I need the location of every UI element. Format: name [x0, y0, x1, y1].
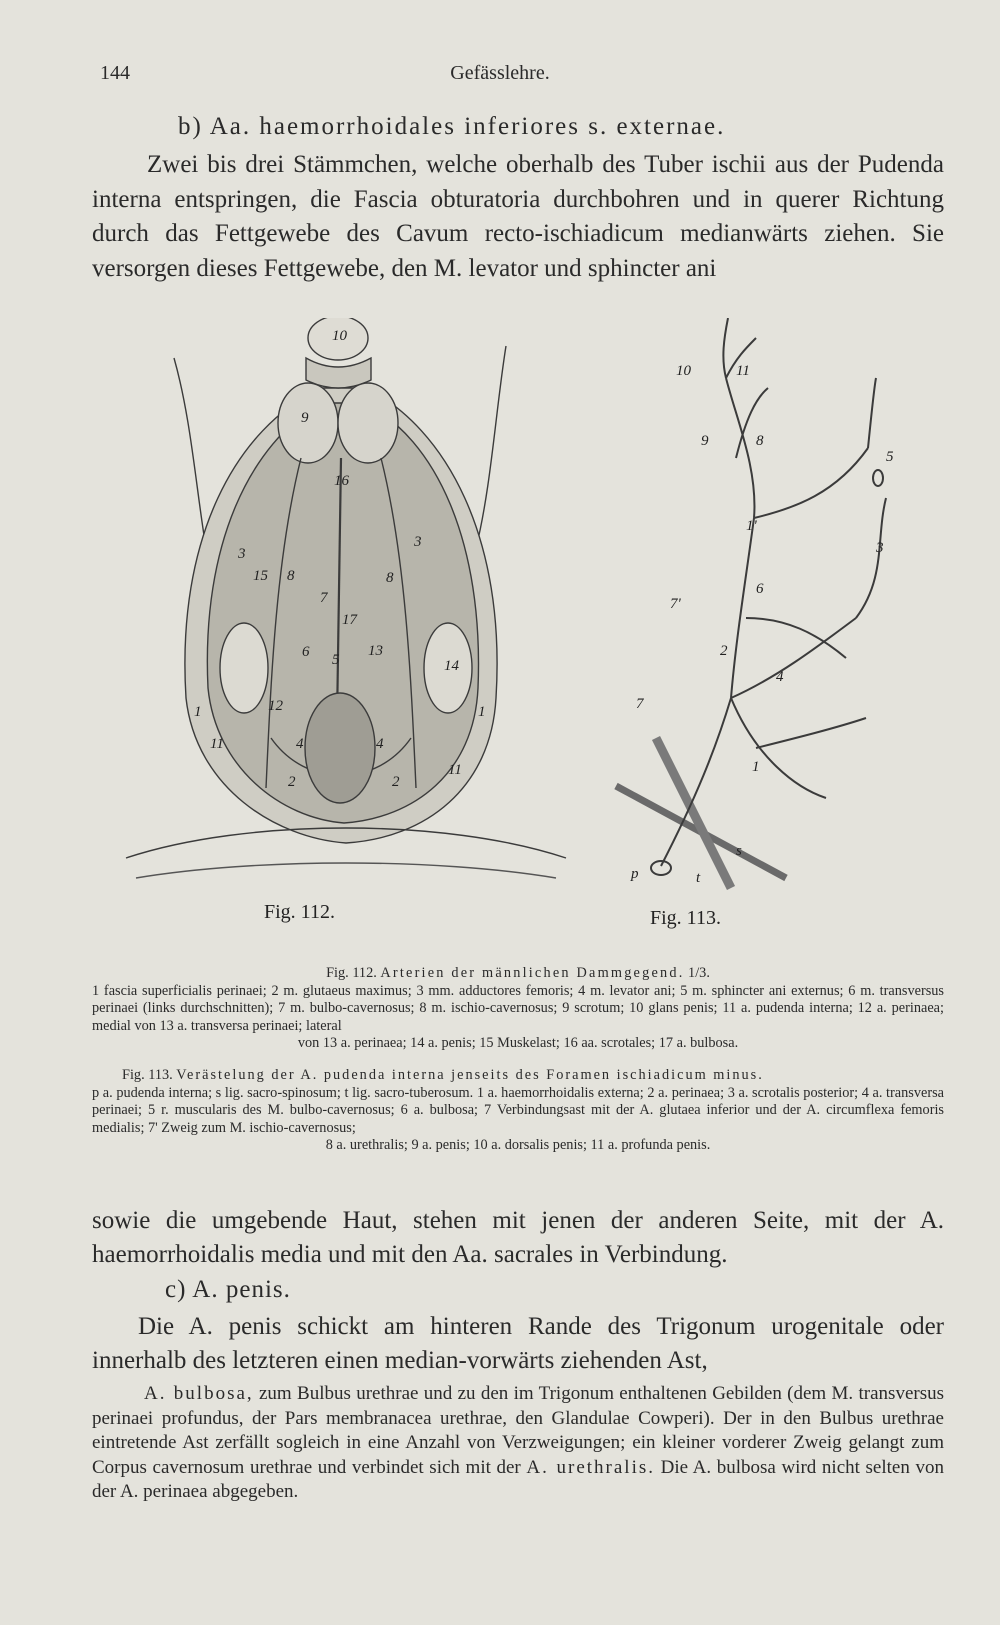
fig112-title: Arterien der männlichen Dammgegend. — [380, 965, 685, 981]
fig112-number: 13 — [368, 643, 383, 659]
fig112-number: 2 — [288, 774, 296, 790]
fig112-number: 11 — [448, 762, 462, 778]
paragraph-1: Zwei bis drei Stämmchen, welche oberhalb des Tuber ischii aus der Pudenda interna entspringen, die Fascia obturatoria durchbohren und in querer Richtung durch das Fettgewebe des Cavum recto-ischiadicum medianwärts ziehen. Sie versorgen dieses Fettgewebe, den M. levator und sphincter ani — [92, 151, 944, 282]
fig112-legend: 1 fascia superficialis perinaei; 2 m. glutaeus maximus; 3 mm. adductores femoris; 4 m. levator ani; 5 m. sphincter ani externus; 6 m. transversus perinaei (links durchschnitten); 7 m. bulbo-cavernosus; 8 m. ischio-cavernosus; 9 scrotum; 10 glans penis; 11 a. pudenda interna; 12 a. perinaea; medial von 13 a. transversa perinaei; lateral — [92, 982, 944, 1034]
paragraph-2: sowie die umgebende Haut, stehen mit jenen der anderen Seite, mit der A. haemorrhoidalis media und mit den Aa. sacrales in Verbindung. — [92, 1207, 944, 1268]
fig112-number: 3 — [414, 534, 422, 550]
fig113-number: 11 — [736, 363, 750, 379]
term-a-urethralis: A. urethralis. — [526, 1456, 655, 1478]
section-heading-b: b) Aa. haemorrhoidales inferiores s. externae. — [178, 113, 726, 140]
paragraph-4-tail: Die A. bulbosa wird nicht selten von der A. perinaea abgegeben. — [92, 1456, 944, 1502]
section-heading-c: c) A. penis. — [165, 1276, 291, 1303]
fig112-number: 11 — [210, 736, 224, 752]
fig112-number: 9 — [301, 410, 309, 426]
fig112-number: 16 — [334, 473, 349, 489]
fig112-number: 7 — [320, 590, 328, 606]
fig113-number: 8 — [756, 433, 764, 449]
fig113-number: p — [631, 866, 639, 882]
fig113-legend: p a. pudenda interna; s lig. sacro-spinosum; t lig. sacro-tuberosum. 1 a. haemorrhoidalis externa; 2 a. perinaea; 3 a. scrotalis posterior; 4 a. transversa perinaei; 5 r. muscularis des M. bulbo-cavernosus; 6 a. bulbosa; 7 Verbindungsast mit der A. glutaea inferior und der A. circumflexa femoris medialis; 7' Zweig zum M. ischio-cavernosus; — [92, 1084, 944, 1136]
fig112-number: 4 — [376, 736, 384, 752]
fig112-number: 8 — [386, 570, 394, 586]
figure-113-numbers — [630, 363, 894, 886]
fig112-number: 2 — [392, 774, 400, 790]
fig113-number: 9 — [701, 433, 709, 449]
fig112-number: 10 — [332, 328, 347, 344]
fig112-prefix: Fig. 112. — [326, 965, 377, 981]
fig113-number: 7' — [670, 596, 681, 612]
page-number: 144 — [100, 62, 130, 84]
fig112-legend-cont: von 13 a. perinaea; 14 a. penis; 15 Muskelast; 16 aa. scrotales; 17 a. bulbosa. — [297, 1035, 739, 1052]
fig112-number: 12 — [268, 698, 283, 714]
fig113-number: 2 — [720, 643, 728, 659]
fig113-number: 1' — [746, 518, 757, 534]
fig112-caption-title — [92, 965, 944, 983]
fig113-caption — [92, 1067, 944, 1085]
fig113-number: 5 — [886, 449, 894, 465]
figure-caption — [92, 965, 944, 1155]
running-title: Gefässlehre. — [450, 62, 550, 84]
figure-113-drawing — [616, 318, 886, 888]
anatomical-illustration — [96, 318, 952, 968]
fig113-legend-cont: 8 a. urethralis; 9 a. penis; 10 a. dorsalis penis; 11 a. profunda penis. — [325, 1137, 711, 1154]
fig113-number: 6 — [756, 581, 764, 597]
fig113-number: 4 — [776, 669, 784, 685]
fig112-label: Fig. 112. — [264, 901, 335, 923]
fig113-number: 1 — [752, 759, 760, 775]
fig113-title: Verästelung der A. pudenda interna jenseits des Foramen ischiadicum minus. — [176, 1066, 764, 1083]
fig112-number: 17 — [342, 612, 357, 628]
fig112-number: 8 — [287, 568, 295, 584]
fig112-number: 14 — [444, 658, 459, 674]
fig113-label: Fig. 113. — [650, 907, 721, 929]
paragraph-4-text: zum Bulbus urethrae und zu den im Trigonum enthaltenen Gebilden (dem M. transversus perinaei profundus, der Pars membranacea urethrae, den Glandulae Cowperi). Der in den Bulbus urethrae eintretende Ast zerfällt sogleich in eine Anzahl von Verzweigungen; ein kleiner vorderer Zweig gelangt zum Corpus cavernosum urethrae und verbindet sich mit der — [92, 1383, 944, 1478]
fig112-scale: 1/3. — [688, 965, 710, 981]
fig113-prefix: Fig. 113. — [122, 1066, 173, 1083]
fig112-number: 1 — [478, 704, 486, 720]
fig112-number: 6 — [302, 644, 310, 660]
fig112-number: 4 — [296, 736, 304, 752]
fig113-number: 7 — [636, 696, 644, 712]
figures-112-113 — [96, 318, 952, 968]
fig112-number: 5 — [332, 652, 340, 668]
paragraph-3: Die A. penis schickt am hinteren Rande des Trigonum urogenitale oder innerhalb des letzteren einen median-vorwärts ziehenden Ast, — [92, 1313, 944, 1374]
fig113-number: 3 — [876, 540, 884, 556]
page-header — [100, 62, 900, 92]
fig113-number: s — [736, 843, 742, 859]
term-a-bulbosa: A. bulbosa, — [144, 1383, 254, 1404]
fig113-number: t — [696, 870, 701, 886]
fig112-number: 3 — [238, 546, 246, 562]
fig112-number: 15 — [253, 568, 268, 584]
figure-112-drawing — [126, 318, 566, 878]
fig113-number: 10 — [676, 363, 691, 379]
paragraph-4 — [92, 1382, 944, 1505]
fig112-number: 1 — [194, 704, 202, 720]
